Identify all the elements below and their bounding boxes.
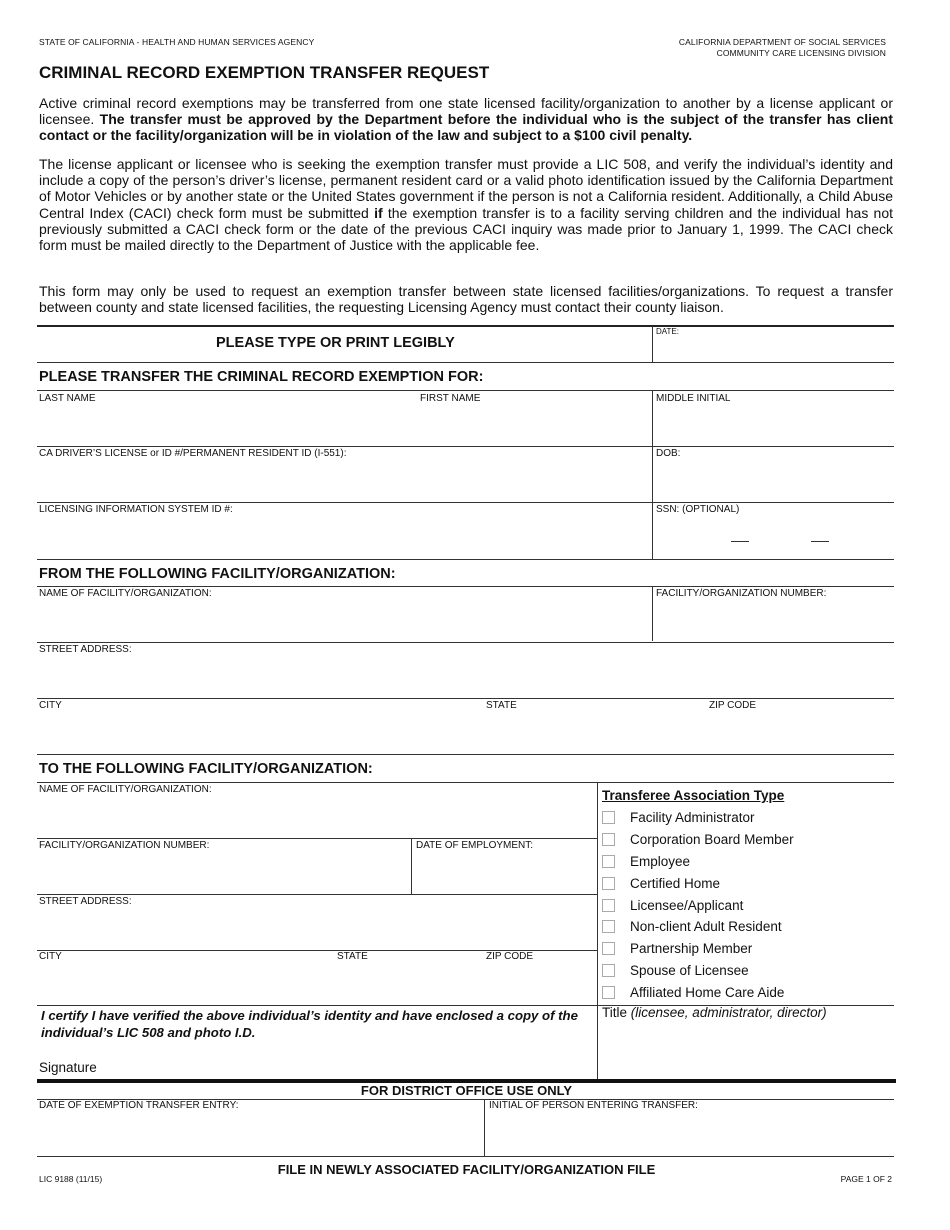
- association-option-partnership-member[interactable]: [602, 938, 794, 960]
- to-city-field[interactable]: [39, 963, 329, 1003]
- checkbox[interactable]: [602, 986, 615, 999]
- print-legibly-heading: PLEASE TYPE OR PRINT LEGIBLY: [216, 335, 455, 351]
- to-city-label: CITY: [39, 951, 62, 962]
- to-employment-field[interactable]: [416, 852, 593, 892]
- divider: [411, 838, 412, 894]
- date-label: DATE:: [656, 327, 679, 336]
- license-id-label: CA DRIVER’S LICENSE or ID #/PERMANENT RESIDENT ID (I-551):: [39, 448, 347, 459]
- from-state-label: STATE: [486, 700, 517, 711]
- intro-paragraph-2: [39, 156, 893, 253]
- to-street-label: STREET ADDRESS:: [39, 896, 132, 907]
- form-number: LIC 9188 (11/15): [39, 1174, 103, 1184]
- to-number-label: FACILITY/ORGANIZATION NUMBER:: [39, 840, 210, 851]
- from-street-label: STREET ADDRESS:: [39, 644, 132, 655]
- divider: [37, 838, 597, 839]
- section-heading-subject: PLEASE TRANSFER THE CRIMINAL RECORD EXEMPTION FOR:: [39, 369, 484, 385]
- title-label: Title: [602, 1005, 628, 1020]
- option-label: Corporation Board Member: [630, 832, 794, 848]
- association-option-corporation-board-member[interactable]: [602, 829, 794, 851]
- ssn-separator-1: [731, 541, 749, 542]
- divider: [597, 782, 598, 1080]
- page-number: PAGE 1 OF 2: [840, 1174, 892, 1184]
- to-number-field[interactable]: [39, 852, 407, 892]
- checkbox[interactable]: [602, 964, 615, 977]
- checkbox[interactable]: [602, 855, 615, 868]
- to-zip-field[interactable]: [486, 963, 593, 1003]
- from-name-field[interactable]: [39, 600, 648, 638]
- divider: [37, 559, 894, 560]
- agency-right-line-2: COMMUNITY CARE LICENSING DIVISION: [716, 48, 886, 58]
- from-number-label: FACILITY/ORGANIZATION NUMBER:: [656, 588, 827, 599]
- middle-initial-label: MIDDLE INITIAL: [656, 393, 731, 404]
- last-name-field[interactable]: [39, 405, 414, 445]
- association-type-heading: Transferee Association Type: [602, 788, 785, 803]
- intro-paragraph-1: [39, 95, 893, 144]
- divider: [652, 390, 653, 560]
- association-option-facility-administrator[interactable]: [602, 807, 794, 829]
- checkbox[interactable]: [602, 920, 615, 933]
- association-type-list: [602, 807, 794, 1003]
- lis-id-label: LICENSING INFORMATION SYSTEM ID #:: [39, 504, 233, 515]
- divider: [37, 390, 894, 391]
- divider: [37, 362, 894, 363]
- association-option-spouse-of-licensee[interactable]: [602, 960, 794, 982]
- ssn-separator-2: [811, 541, 829, 542]
- entry-initial-field[interactable]: [489, 1112, 892, 1152]
- middle-initial-field[interactable]: [656, 405, 892, 445]
- divider: [37, 1156, 894, 1157]
- intro-p2-if: if: [374, 204, 383, 221]
- divider: [37, 698, 894, 699]
- option-label: Licensee/Applicant: [630, 897, 744, 913]
- from-number-field[interactable]: [656, 600, 892, 638]
- intro-p1-normal: Active criminal record exemptions may be transferred from one state licensed facility/organization to another by a license applicant or licensee.: [39, 95, 893, 128]
- association-option-licensee-applicant[interactable]: [602, 894, 794, 916]
- association-option-certified-home[interactable]: [602, 872, 794, 894]
- option-label: Employee: [630, 853, 691, 869]
- to-street-field[interactable]: [39, 908, 593, 948]
- section-heading-to: TO THE FOLLOWING FACILITY/ORGANIZATION:: [39, 761, 373, 777]
- district-use-heading: FOR DISTRICT OFFICE USE ONLY: [360, 1083, 573, 1098]
- license-id-field[interactable]: [39, 460, 648, 500]
- to-state-label: STATE: [337, 951, 368, 962]
- dob-field[interactable]: [656, 460, 892, 500]
- from-zip-label: ZIP CODE: [709, 700, 757, 711]
- form-top-rule: [37, 325, 894, 327]
- agency-left: STATE OF CALIFORNIA - HEALTH AND HUMAN SERVICES AGENCY: [39, 37, 315, 47]
- divider: [37, 782, 894, 783]
- association-option-affiliated-home-care-aide[interactable]: [602, 981, 794, 1003]
- signature-field[interactable]: [110, 1048, 590, 1078]
- from-city-label: CITY: [39, 700, 62, 711]
- title-label-group: [602, 1005, 827, 1020]
- ssn-field[interactable]: [656, 516, 892, 556]
- date-field[interactable]: [656, 337, 892, 361]
- to-employment-label: DATE OF EMPLOYMENT:: [416, 840, 534, 851]
- signature-label: Signature: [39, 1060, 97, 1075]
- checkbox[interactable]: [602, 877, 615, 890]
- divider: [37, 502, 894, 503]
- agency-right: [679, 37, 886, 59]
- from-zip-field[interactable]: [709, 712, 892, 752]
- entry-date-field[interactable]: [39, 1112, 480, 1152]
- section-heading-from: FROM THE FOLLOWING FACILITY/ORGANIZATION:: [39, 566, 396, 582]
- dob-label: DOB:: [656, 448, 681, 459]
- option-label: Spouse of Licensee: [630, 962, 749, 978]
- lis-id-field[interactable]: [39, 516, 648, 556]
- page-title: CRIMINAL RECORD EXEMPTION TRANSFER REQUEST: [39, 63, 490, 82]
- checkbox[interactable]: [602, 899, 615, 912]
- checkbox[interactable]: [602, 811, 615, 824]
- to-name-field[interactable]: [39, 796, 593, 836]
- option-label: Certified Home: [630, 875, 721, 891]
- to-zip-label: ZIP CODE: [486, 951, 534, 962]
- checkbox[interactable]: [602, 833, 615, 846]
- option-label: Partnership Member: [630, 941, 753, 957]
- last-name-label: LAST NAME: [39, 393, 96, 404]
- agency-right-line-1: CALIFORNIA DEPARTMENT OF SOCIAL SERVICES: [678, 37, 886, 47]
- divider: [37, 894, 597, 895]
- first-name-label: FIRST NAME: [420, 393, 481, 404]
- intro-p1-bold: The transfer must be approved by the Department before the individual who is the subject of the transfer has client contact or the facility/organization will be in violation of the law and subject to a $100 civil penalty.: [39, 111, 894, 144]
- title-hint: (licensee, administrator, director): [630, 1005, 827, 1020]
- option-label: Affiliated Home Care Aide: [630, 984, 785, 1000]
- from-state-field[interactable]: [486, 712, 701, 752]
- association-option-non-client-adult-resident[interactable]: [602, 916, 794, 938]
- certification-statement: I certify I have verified the above individual’s identity and have enclosed a copy of the individual’s LIC 508 and photo I.D.: [41, 1008, 578, 1040]
- intro-paragraph-3: This form may only be used to request an exemption transfer between state licensed facilities/organizations. To request a transfer between county and state licensed facilities, the requesting Licensing Agency must contact their county liaison.: [39, 283, 893, 316]
- title-field[interactable]: [602, 1024, 892, 1076]
- divider: [37, 754, 894, 755]
- divider: [484, 1099, 485, 1156]
- option-label: Facility Administrator: [630, 810, 755, 826]
- ssn-label: SSN: (OPTIONAL): [656, 504, 740, 515]
- entry-date-label: DATE OF EXEMPTION TRANSFER ENTRY:: [39, 1100, 239, 1111]
- from-name-label: NAME OF FACILITY/ORGANIZATION:: [39, 588, 212, 599]
- option-label: Non-client Adult Resident: [630, 919, 782, 935]
- file-note: FILE IN NEWLY ASSOCIATED FACILITY/ORGANIZATION FILE: [277, 1162, 656, 1177]
- intro-p2-a: The license applicant or licensee who is seeking the exemption transfer must provide a LIC 508, and verify the individual’s identity and include a copy of the person’s driver’s license, permanent resident card or a valid photo identification issued by the California Department of Motor Vehicles or by another state or the United States government if the person is not a California resident. Additionally, a Child Abuse Central Index (CACI) check form must be submitted: [39, 156, 893, 221]
- checkbox[interactable]: [602, 942, 615, 955]
- from-street-field[interactable]: [39, 656, 892, 696]
- association-option-employee[interactable]: [602, 851, 794, 873]
- divider: [37, 586, 894, 587]
- divider: [37, 446, 894, 447]
- to-name-label: NAME OF FACILITY/ORGANIZATION:: [39, 784, 212, 795]
- to-state-field[interactable]: [337, 963, 477, 1003]
- first-name-field[interactable]: [420, 405, 648, 445]
- intro-p2-b: the exemption transfer is to a facility serving children and the individual has not previously submitted a CACI check form or the date of the previous CACI inquiry was made prior to January 1, 1999. The CACI check form must be mailed directly to the Department of Justice with the applicable fee.: [39, 204, 894, 254]
- divider: [652, 326, 653, 362]
- entry-initial-label: INITIAL OF PERSON ENTERING TRANSFER:: [489, 1100, 698, 1111]
- divider: [652, 586, 653, 641]
- from-city-field[interactable]: [39, 712, 479, 752]
- divider: [37, 642, 894, 643]
